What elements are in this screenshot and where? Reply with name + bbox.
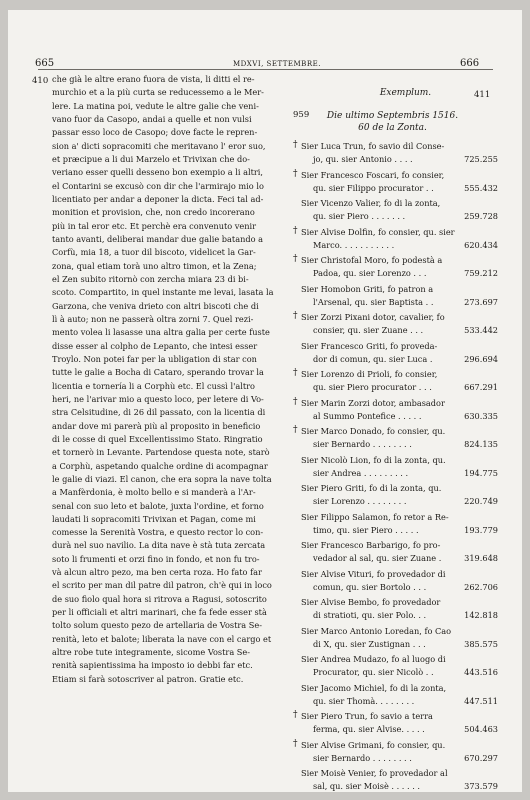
candidate-detail: sier Andrea . . . . . . . . . bbox=[313, 467, 409, 478]
candidate-name: Sier Filippo Salamon, fo retor a Re- bbox=[301, 511, 449, 522]
text-line: renità, leto et balote; liberata la nave con el cargo et bbox=[52, 633, 272, 644]
text-line: el Zen subito ritornò con zercha miara 23 di bi- bbox=[52, 273, 249, 284]
candidate-name: Sier Marco Antonio Loredan, fo Cao bbox=[301, 625, 452, 636]
elected-dagger: † bbox=[293, 168, 298, 179]
candidate-detail: qu. sier Piero . . . . . . . bbox=[313, 211, 406, 221]
vote-count: 273.697 bbox=[464, 296, 498, 307]
candidate-name: Sier Luca Trun, fo savio dil Conse- bbox=[301, 141, 445, 151]
text-line: tanto avanti, deliberai mandar due galie batando a bbox=[52, 233, 264, 244]
elected-dagger: † bbox=[293, 425, 298, 435]
heading-title bbox=[305, 110, 480, 134]
heading-subtitle: 60 de la Zonta. bbox=[358, 123, 427, 133]
candidate-detail: Padoa, qu. sier Lorenzo . . . bbox=[313, 268, 427, 278]
candidate-detail: qu. sier Thomà. . . . . . . . bbox=[313, 695, 415, 706]
candidate-detail: l'Arsenal, qu. sier Baptista . . bbox=[313, 296, 434, 307]
candidate-detail: vedador al sal, qu. sier Zuane . bbox=[313, 553, 442, 563]
candidate-name: Sier Zorzi Pixani dotor, cavalier, fo bbox=[301, 312, 445, 322]
candidate-entry bbox=[293, 368, 498, 397]
text-line: el scrito per man dil patre dil patron, ch'è qui in loco bbox=[52, 580, 272, 591]
vote-count: 259.728 bbox=[464, 211, 498, 221]
candidate-entry bbox=[293, 283, 498, 312]
candidate-detail: Marco. . . . . . . . . . . bbox=[313, 239, 395, 250]
text-line: sion a' dicti sopracomiti che meritavano l' eror suo, bbox=[52, 140, 266, 151]
text-line: et præcipue a li dui Marzelo et Trivixan che do- bbox=[52, 153, 250, 164]
candidate-name: Sier Alvise Bembo, fo provedador bbox=[301, 597, 441, 607]
vote-count: 725.255 bbox=[464, 154, 498, 164]
candidate-detail: ferma, qu. sier Alvise. . . . . bbox=[313, 724, 425, 734]
candidate-name: Sier Nicolò Lion, fo di la zonta, qu. bbox=[301, 454, 446, 465]
text-line: di le cosse di quel Excellentissimo Stato. Ringratio bbox=[52, 433, 263, 444]
vote-count: 385.575 bbox=[464, 638, 498, 649]
elected-dagger: † bbox=[293, 710, 298, 720]
candidate-entry bbox=[293, 425, 498, 454]
vote-count: 373.579 bbox=[464, 781, 498, 791]
text-line: licentiato per andar a deponer la dicta. Feci tal ad- bbox=[52, 193, 264, 204]
candidate-detail: comun, qu. sier Bortolo . . . bbox=[313, 581, 427, 592]
vote-count: 142.818 bbox=[464, 610, 498, 620]
page-number-right: 666 bbox=[460, 58, 480, 69]
vote-count: 447.511 bbox=[464, 695, 498, 706]
text-line: mento volea li lasasse una altra galia per certe fuste bbox=[52, 327, 270, 338]
election-heading bbox=[293, 108, 498, 140]
vote-count: 296.694 bbox=[464, 353, 498, 364]
page-number-left: 665 bbox=[35, 58, 55, 69]
text-line: tutte le galie a Bocha di Cataro, sperando trovar la bbox=[52, 367, 264, 378]
heading-number: 959 bbox=[293, 110, 310, 120]
candidate-name: Sier Jacomo Michiel, fo di la zonta, bbox=[301, 682, 447, 693]
vote-count: 220.749 bbox=[464, 496, 498, 506]
candidate-name: Sier Vicenzo Valier, fo di la zonta, bbox=[301, 198, 441, 208]
text-line: che già le altre erano fuora de vista, li ditti el re- bbox=[52, 74, 255, 84]
text-line: le galie di viazi. El canon, che era sopra la nave tolta bbox=[52, 473, 272, 484]
column-number-left: 410 bbox=[32, 76, 49, 86]
candidate-entry bbox=[293, 625, 498, 654]
text-line: renità sapientissima ha imposto io debbi far etc. bbox=[52, 660, 253, 671]
candidate-name: Sier Moisè Venier, fo provedador al bbox=[301, 768, 448, 778]
vote-count: 504.463 bbox=[464, 724, 498, 734]
candidate-detail: sier Bernardo . . . . . . . . bbox=[313, 752, 412, 763]
text-line: comesse la Serenità Vostra, e questo rector lo con- bbox=[52, 527, 264, 538]
text-line: Garzona, che veniva drieto con altri biscoti che di bbox=[52, 300, 259, 311]
candidate-detail: sal, qu. sier Moisè . . . . . . bbox=[313, 781, 421, 791]
candidate-name: Sier Francesco Barbarigo, fo pro- bbox=[301, 540, 441, 550]
candidate-name: Sier Francesco Griti, fo proveda- bbox=[301, 340, 438, 351]
elected-dagger: † bbox=[293, 311, 298, 321]
vote-count: 319.648 bbox=[464, 553, 498, 563]
exemplum-label: Exemplum. bbox=[379, 88, 432, 98]
elected-dagger: † bbox=[293, 225, 298, 236]
text-line: disse esser al colpho de Lepanto, che intesi esser bbox=[52, 340, 258, 351]
candidate-name: Sier Francesco Foscari, fo consier, bbox=[301, 169, 445, 180]
text-line: laudati li sopracomiti Trivixan et Pagan, come mi bbox=[52, 513, 256, 524]
candidate-detail: jo, qu. sier Antonio . . . . bbox=[313, 154, 413, 164]
text-line: heri, ne l'arivar mio a questo loco, per letere di Vo- bbox=[52, 393, 264, 404]
vote-count: 630.335 bbox=[464, 410, 498, 421]
candidate-detail: consier, qu. sier Zuane . . . bbox=[313, 325, 424, 335]
candidate-detail: Procurator, qu. sier Nicolò . . bbox=[313, 667, 434, 677]
candidate-name: Sier Piero Griti, fo di la zonta, qu. bbox=[301, 483, 442, 493]
text-line: passar esso loco de Casopo; dove facte le repren- bbox=[52, 127, 258, 138]
vote-count: 194.775 bbox=[464, 467, 498, 478]
text-line: murchio et a la più curta se reducessemo a le Mer- bbox=[52, 87, 264, 98]
text-line: zona, qual etiam torà uno altro timon, et la Zena; bbox=[52, 260, 257, 271]
vote-count: 824.135 bbox=[464, 439, 498, 449]
candidate-entry bbox=[293, 596, 498, 625]
text-line: et tornerò in Levante. Partendose questa note, starò bbox=[52, 447, 270, 458]
vote-count: 555.432 bbox=[464, 182, 498, 193]
candidate-entry bbox=[293, 254, 498, 283]
text-line: monition et provision, che, non credo incorerano bbox=[52, 207, 255, 218]
candidate-entry bbox=[293, 197, 498, 226]
candidate-detail: qu. sier Filippo procurator . . bbox=[313, 182, 434, 193]
candidate-entry bbox=[293, 682, 498, 711]
vote-count: 443.516 bbox=[464, 667, 498, 677]
text-line: tolto solum questo pezo de artellaria de Vostra Se- bbox=[52, 620, 263, 631]
candidate-entry bbox=[293, 511, 498, 540]
text-line: per li officiali et altri marinari, che fa fede esser stà bbox=[52, 607, 267, 618]
candidate-name: Sier Marco Donado, fo consier, qu. bbox=[301, 426, 446, 436]
candidate-entry bbox=[293, 653, 498, 682]
candidate-detail: dor di comun, qu. sier Luca . bbox=[313, 353, 433, 364]
candidate-entry bbox=[293, 454, 498, 483]
heading-date: Die ultimo Septembris 1516. bbox=[326, 111, 459, 121]
elected-dagger: † bbox=[293, 396, 298, 407]
text-line: senal con suo leto et balote, juxta l'ordine, et forno bbox=[52, 500, 264, 511]
text-line: vano fuor da Casopo, andai a quelle et non vulsi bbox=[52, 113, 252, 124]
text-line: a Manfèrdonia, è molto bello e si manderà a l'Ar- bbox=[52, 487, 256, 498]
book-page bbox=[8, 10, 522, 792]
text-line: Troylo. Non potei far per la ubligation di star con bbox=[52, 353, 257, 364]
text-line: durà nel suo navilio. La dita nave è stà tuta zercata bbox=[52, 540, 266, 551]
text-line: più in tal eror etc. Et perchè era convenuto venir bbox=[52, 220, 257, 231]
text-line: altre robe tute integramente, sicome Vostra Se- bbox=[52, 647, 251, 658]
vote-count: 667.291 bbox=[464, 382, 498, 392]
text-line: el Contarini se excusò con dir che l'armirajo mio lo bbox=[52, 180, 264, 191]
vote-count: 620.434 bbox=[464, 239, 498, 250]
candidate-name: Sier Alvise Dolfin, fo consier, qu. sier bbox=[301, 226, 455, 237]
candidate-list bbox=[293, 140, 498, 796]
text-line: de suo fiolo qual hora si ritrova a Ragusi, sotoscrito bbox=[52, 593, 267, 604]
candidate-entry bbox=[293, 767, 498, 796]
candidate-entry bbox=[293, 710, 498, 739]
text-line: và alcun altro pezo, ma ben certa roza. Ho fato far bbox=[52, 567, 262, 578]
vote-count: 262.706 bbox=[464, 581, 498, 592]
vote-count: 533.442 bbox=[464, 325, 498, 335]
text-line: veriano esser quelli desseno bon exempio a li altri, bbox=[52, 167, 264, 178]
candidate-entry bbox=[293, 482, 498, 511]
candidate-entry bbox=[293, 568, 498, 597]
text-line: a Corphù, aspetando qualche ordine di acompagnar bbox=[52, 460, 268, 471]
text-line: Etiam si farà sotoscriver al patron. Gratie etc. bbox=[52, 673, 244, 684]
elected-dagger: † bbox=[293, 738, 298, 749]
candidate-detail: qu. sier Piero procurator . . . bbox=[313, 382, 432, 392]
vote-count: 193.779 bbox=[464, 524, 498, 535]
candidate-detail: di stratioti, qu. sier Polo. . . bbox=[313, 610, 427, 620]
candidate-entry bbox=[293, 226, 498, 255]
candidate-entry bbox=[293, 739, 498, 768]
vote-count: 759.212 bbox=[464, 268, 498, 278]
text-line: andar dove mi parerà più al proposito in beneficio bbox=[52, 420, 261, 431]
candidate-name: Sier Homobon Griti, fo patron a bbox=[301, 283, 434, 294]
elected-dagger: † bbox=[293, 368, 298, 378]
text-line: stra Celsitudine, di 26 dil passato, con la licentia di bbox=[52, 407, 266, 418]
text-line: lì à auto; non ne passerà oltra zorni 7. Quel rezi- bbox=[52, 313, 254, 324]
candidate-entry bbox=[293, 140, 498, 169]
candidate-name: Sier Andrea Mudazo, fo al luogo di bbox=[301, 654, 446, 664]
candidate-entry bbox=[293, 397, 498, 426]
candidate-detail: di X, qu. sier Zustignan . . . bbox=[313, 638, 426, 649]
candidate-name: Sier Alvise Grimani, fo consier, qu. bbox=[301, 739, 446, 750]
candidate-entry bbox=[293, 340, 498, 369]
candidate-entry bbox=[293, 169, 498, 198]
candidate-detail: timo, qu. sier Piero . . . . . bbox=[313, 524, 419, 535]
text-line: lere. La matina poi, vedute le altre galie che veni- bbox=[52, 100, 259, 111]
left-text-column bbox=[52, 73, 282, 686]
candidate-name: Sier Christofal Moro, fo podestà a bbox=[301, 255, 443, 265]
candidate-entry bbox=[293, 311, 498, 340]
candidate-entry bbox=[293, 539, 498, 568]
candidate-name: Sier Piero Trun, fo savio a terra bbox=[301, 711, 433, 721]
running-title: MDXVI, SETTEMBRE. bbox=[233, 60, 321, 68]
elected-dagger: † bbox=[293, 140, 298, 150]
candidate-name: Sier Alvise Vituri, fo provedador di bbox=[301, 568, 446, 579]
text-line: Corfù, mia 18, a tuor dil biscoto, videlicet la Gar- bbox=[52, 247, 256, 258]
elected-dagger: † bbox=[293, 254, 298, 264]
column-number-right: 411 bbox=[474, 90, 491, 100]
vote-count: 670.297 bbox=[464, 752, 498, 763]
text-line: licentia e tornería li a Corphù etc. El cussì l'altro bbox=[52, 380, 255, 391]
candidate-detail: sier Bernardo . . . . . . . . bbox=[313, 439, 412, 449]
candidate-detail: sier Lorenzo . . . . . . . . bbox=[313, 496, 407, 506]
right-text-column bbox=[293, 88, 498, 796]
candidate-name: Sier Marin Zorzi dotor, ambasador bbox=[301, 397, 445, 408]
text-line: scoto. Compartito, in quel instante me levai, lasata la bbox=[52, 287, 274, 298]
text-line: soto li frumenti et orzi fino in fondo, et non fu tro- bbox=[52, 553, 260, 564]
candidate-name: Sier Lorenzo di Prioli, fo consier, bbox=[301, 369, 438, 379]
header-rule bbox=[38, 69, 493, 70]
candidate-detail: al Summo Pontefice . . . . . bbox=[313, 410, 422, 421]
